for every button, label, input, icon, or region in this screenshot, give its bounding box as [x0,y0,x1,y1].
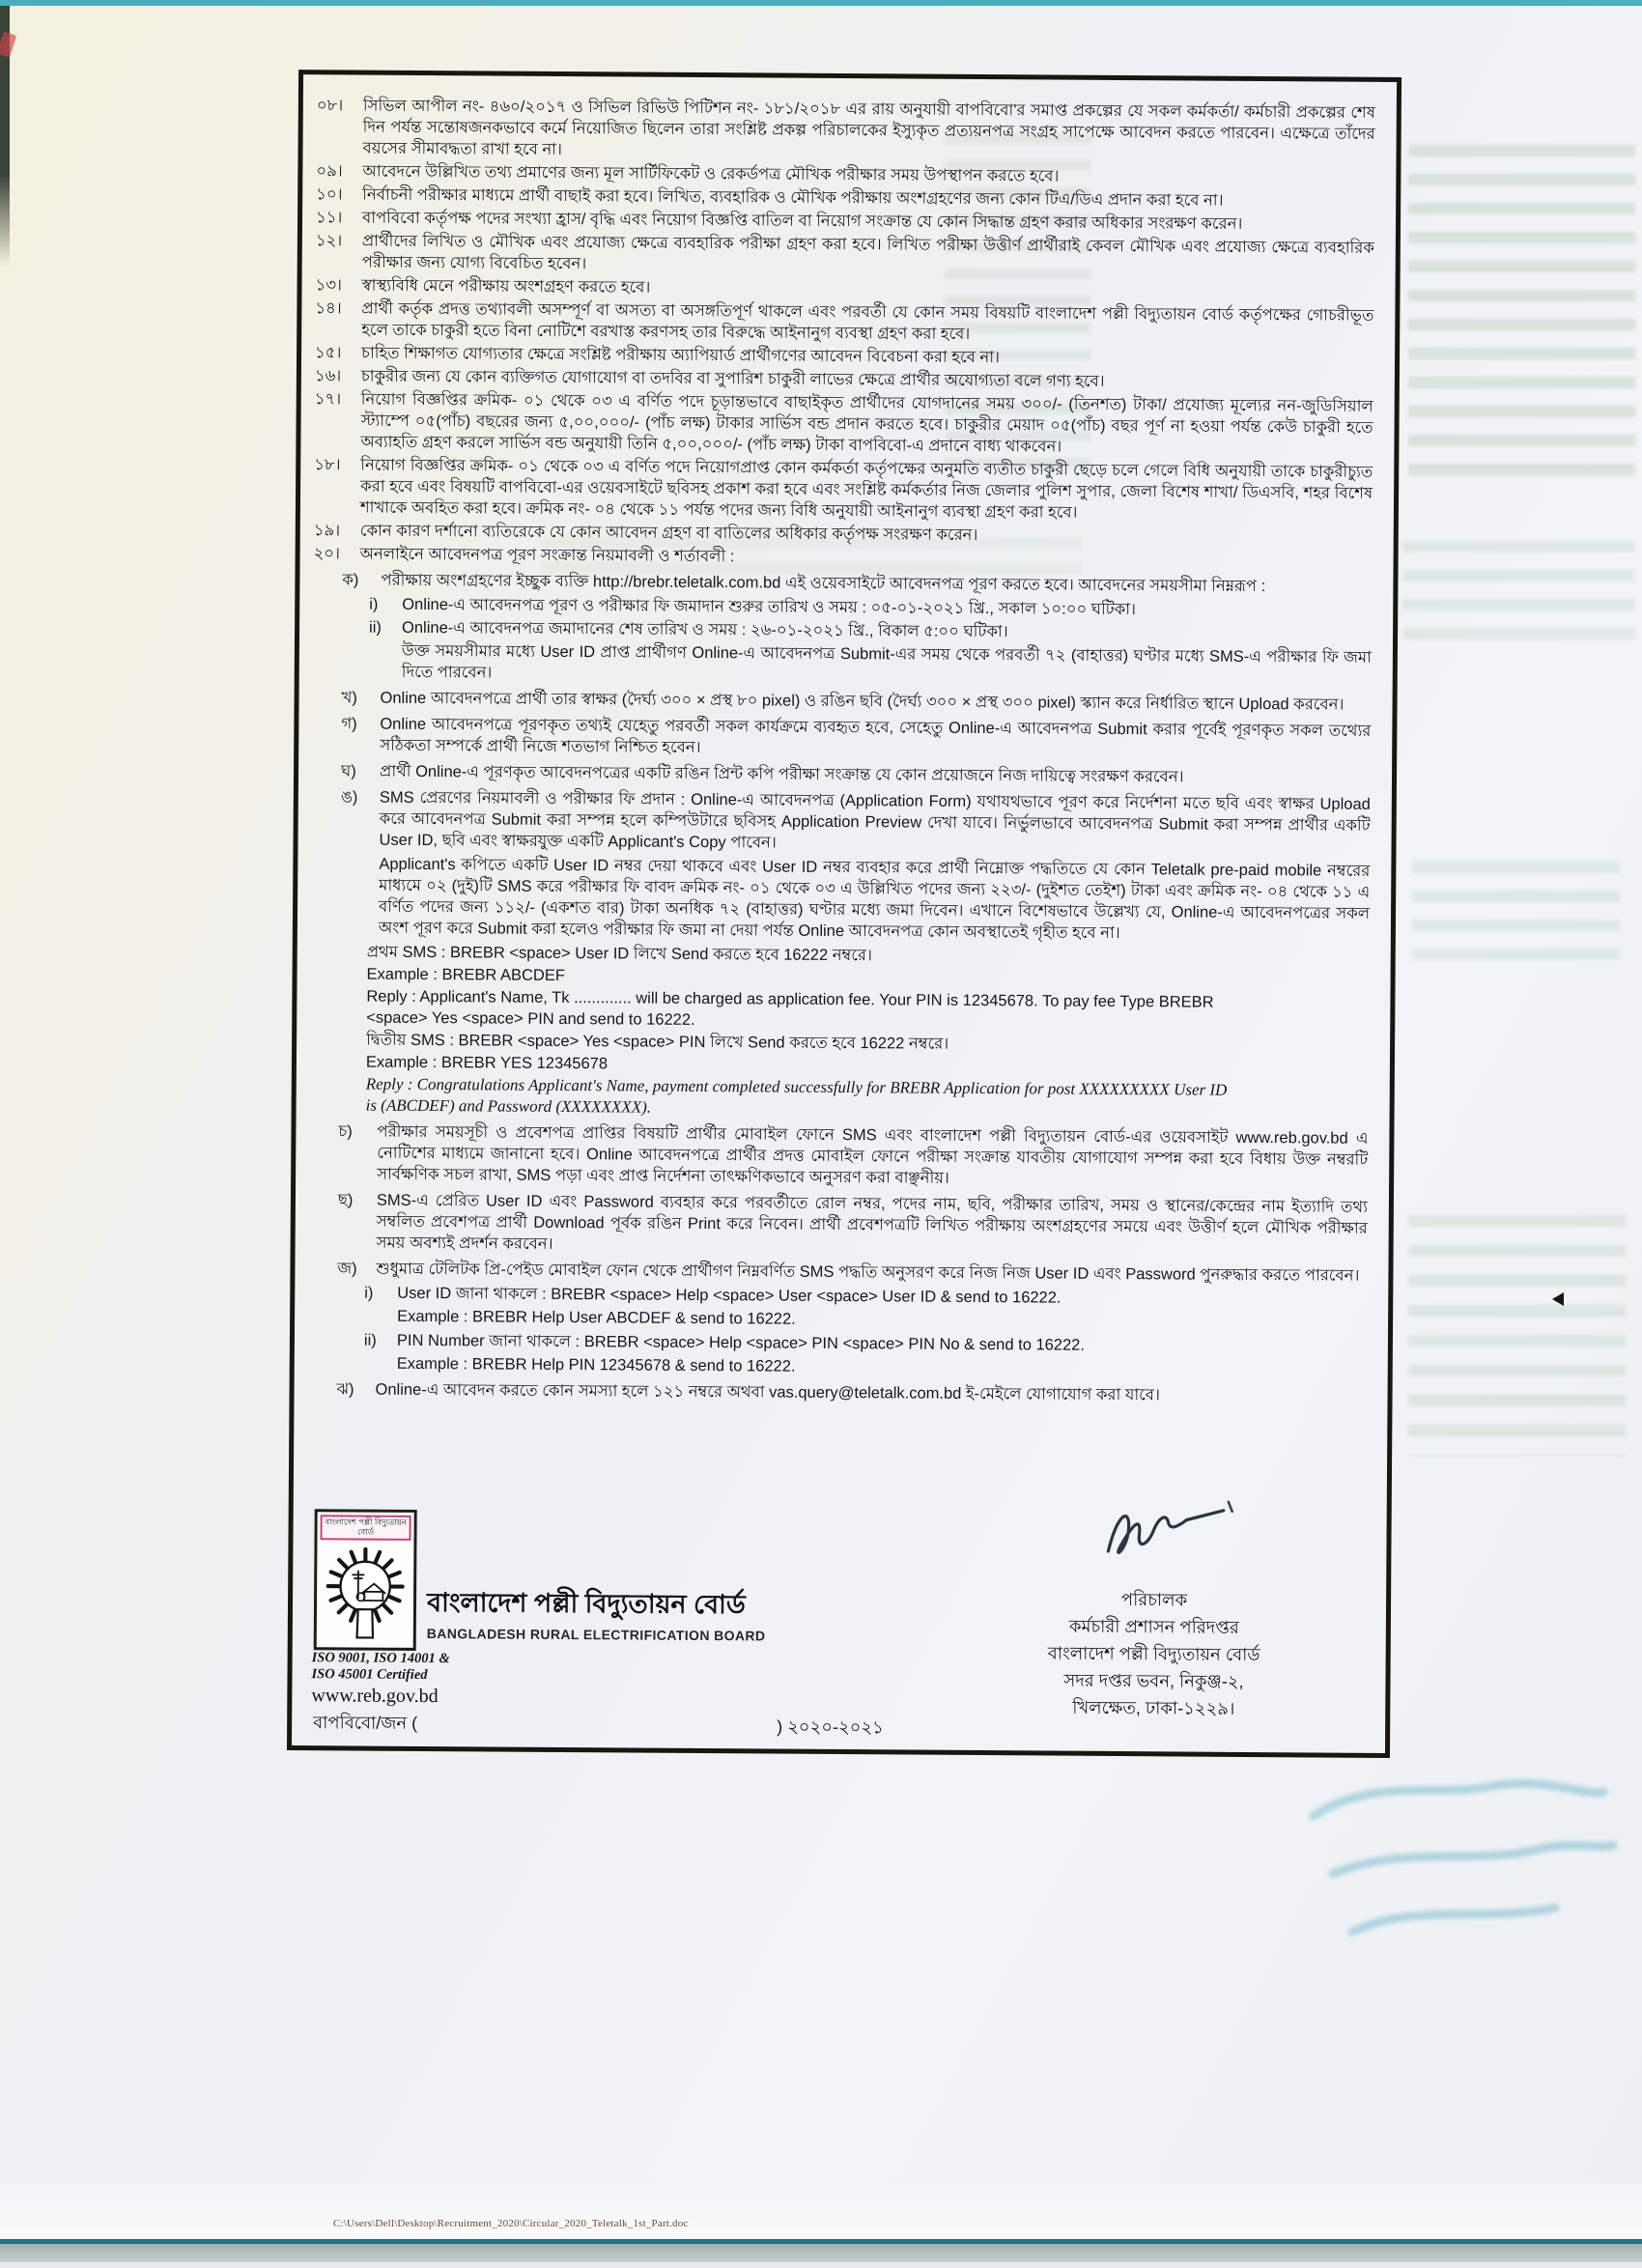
item-text: বাপবিবো কর্তৃপক্ষ পদের সংখ্যা হ্রাস/ বৃদ্ধি এবং নিয়োগ বিজ্ঞপ্তি বাতিল বা নিয়োগ সংক্রান্ত যে কোন সিদ্ধান্ত গ্রহণ করার অধিকার সংরক্ষণ করেন। [362,208,1380,236]
item-text: সিভিল আপীল নং- ৪৬০/২০১৭ ও সিভিল রিভিউ পিটিশন নং- ১৮১/২০১৮ এর রায় অনুযায়ী বাপবিবো'র সমাপ্ত প্রকল্পের যে সকল কর্মকর্তা/ কর্মচারী প্রকল্পের শেষ দিন পর্যন্ত সন্তোষজনকভাবে কর্মে নিয়োজিত ছিলেন তারা সংশ্লিষ্ট প্রকল্প পরিচালকের ইস্যুকৃত প্রত্যয়নপত্র সংগ্রহ সাপেক্ষে আবেদন করতে পারবেন। এক্ষেত্রে তাঁদের বয়সের সীমাবদ্ধতা রাখা হবে না। [362,96,1380,166]
sms-rules-paragraph-1: SMS প্রেরণের নিয়মাবলী ও পরীক্ষার ফি প্রদান : Online-এ আবেদনপত্র (Application Form) যথাযথভাবে পূরণ করে নির্দেশনা মতে ছবি এবং স্বাক্ষর Upload করে আবেদনপত্র Submit করা সম্পন্ন হলে কম্পিউটারে ছবিসহ Application Preview দেখা যাবে। নির্ভুলভাবে আবেদনপত্র Submit করা সম্পন্ন প্রার্থীর একটি User ID, ছবি এবং স্বাক্ষরযুক্ত একটি Applicant's Copy পাবেন। [379,787,1370,858]
roman-text: Online-এ আবেদনপত্র পূরণ ও পরীক্ষার ফি জমাদান শুরুর তারিখ ও সময় : ০৫-০১-২০২১ খ্রি., সকাল ১০:০০ ঘটিকা। [402,594,1377,622]
memo-number-right: ) ২০২০-২০২১ [777,1714,884,1744]
fee-deadline-note: উক্ত সময়সীমার মধ্যে User ID প্রাপ্ত প্রার্থীগণ Online-এ আবেদনপত্র Submit-এর সময় থেকে পরবর্তী ৭২ (বাহাত্তর) ঘণ্টার মধ্যে SMS-এ পরীক্ষার ফি জমা দিতে পারবেন। [402,640,1377,690]
signatory-title: পরিচালক [990,1585,1318,1614]
sub-item-ja [337,1258,1373,1286]
sub-item-ka [342,569,1377,597]
item-number: ১০। [316,184,362,205]
item-text: অনলাইনে আবেদনপত্র পূরণ সংক্রান্ত নিয়মাবলী ও শর্তাবলী : [360,544,1378,572]
item-text: নিয়োগ বিজ্ঞপ্তির ক্রমিক- ০১ থেকে ০৩ এ বর্ণিত পদে নিয়োগপ্রাপ্ত কোন কর্মকর্তা কর্তৃপক্ষের অনুমতি ব্যতীত চাকুরী ছেড়ে চলে গেলে বিধি অনুযায়ী তাকে চাকুরীচ্যুত করা হবে এবং বিষয়টি বাপবিবো-এর ওয়েবসাইটে ছবিসহ প্রকাশ করা হবে এবং সংশ্লিষ্ট কর্মকর্তার নিজ জেলার পুলিশ সুপার, জেলা বিশেষ শাখা/ ডিএসবি, শহর বিশেষ শাখাকে অবহিত করা হবে। ক্রমিক নং- ০৪ থেকে ১১ পর্যন্ত পদের জন্য বিধি অনুযায়ী আইনানুগ ব্যবস্থা গ্রহণ করা হবে। [360,455,1378,525]
list-item [315,298,1379,348]
sms-second-line: দ্বিতীয় SMS : BREBR <space> Yes <space> PIN লিখে Send করতে হবে 16222 নম্বরে। [366,1030,1235,1057]
item-text: কোন কারণ দর্শানো ব্যতিরেকে যে কোন আবেদন গ্রহণ বা বাতিলের অধিকার কর্তৃপক্ষ সংরক্ষণ করেন। [360,521,1378,549]
item-text: প্রার্থীদের লিখিত ও মৌখিক এবং প্রযোজ্য ক্ষেত্রে ব্যবহারিক পরীক্ষা গ্রহণ করা হবে। লিখিত পরীক্ষা উত্তীর্ণ প্রার্থীরাই কেবল মৌখিক এবং প্রযোজ্য ক্ষেত্রে ব্যবহারিক পরীক্ষার জন্য যোগ্য বিবেচিত হবেন। [362,231,1380,280]
sub-text [379,787,1376,946]
sms-first-line: প্রথম SMS : BREBR <space> User ID লিখে Send করতে হবে 16222 নম্বরে। [367,942,1236,969]
scanner-bed [0,2244,1642,2262]
sub-label: ঝ) [337,1378,376,1400]
org-name-english: BANGLADESH RURAL ELECTRIFICATION BOARD [427,1626,766,1643]
org-name-bengali: বাংলাদেশ পল্লী বিদ্যুতায়ন বোর্ড [427,1583,746,1629]
recovery-example-ii: Example : BREBR Help PIN 12345678 & send to 16222. [397,1353,1373,1381]
item-number: ১৮। [314,454,360,518]
iso-line-2: ISO 45001 Certified [311,1666,495,1684]
sub-label: খ) [341,687,380,708]
sub-text: পরীক্ষায় অংশগ্রহণের ইচ্ছুক ব্যক্তি http://brebr.teletalk.com.bd এই ওয়েবসাইটে আবেদনপত্র পূরণ করতে হবে। আবেদনের সময়সীমা নিম্নরূপ : [381,570,1377,598]
sub-item-chha [338,1189,1373,1260]
signatory-address-1: সদর দপ্তর ভবন, নিকুঞ্জ-২, [989,1666,1317,1695]
breb-logo-caption: বাংলাদেশ পল্লী বিদ্যুতায়ন বোর্ড [320,1515,410,1540]
breb-logo [314,1509,417,1651]
signatory-directorate: কর্মচারী প্রশাসন পরিদপ্তর [990,1612,1318,1641]
sub-item-jha [337,1378,1373,1406]
sub-text: SMS-এ প্রেরিত User ID এবং Password ব্যবহার করে পরবর্তীতে রোল নম্বর, পদের নাম, ছবি, পরীক্ষার তারিখ, সময় ও স্থানের/কেন্দ্রের নাম ইত্যাদি তথ্য সম্বলিত প্রবেশপত্র প্রার্থী Download পূর্বক রঙিন Print করে নিবেন। প্রার্থী প্রবেশপত্রটি লিখিত পরীক্ষায় অংশগ্রহণের সময়ে এবং উত্তীর্ণ হলে মৌখিক পরীক্ষার সময় অবশ্যই প্রদর্শন করবেন। [377,1190,1373,1261]
sub-label: ছ) [338,1189,377,1253]
item-number: ১৩। [315,274,361,296]
roman-label: ii) [369,617,402,638]
sub-text: Online আবেদনপত্রে প্রার্থী তার স্বাক্ষর (দৈর্ঘ্য ৩০০ × প্রস্থ ৮০ pixel) ও রঙিন ছবি (দৈর্ঘ্য ৩০০ × প্রস্থ ৩০০ pixel) স্ক্যান করে নির্ধারিত স্থানে Upload করবেন। [380,688,1376,716]
signatory-details [989,1585,1318,1722]
sub-label: চ) [338,1120,377,1184]
sms-rules-paragraph-2: Applicant's কপিতে একটি User ID নম্বর দেয়া থাকবে এবং User ID নম্বর ব্যবহার করে প্রার্থী নিম্নোক্ত পদ্ধতিতে যে কোন Teletalk pre-paid mobile নম্বরের মাধ্যমে ০২ (দুই)টি SMS করে পরীক্ষার ফি বাবদ ক্রমিক নং- ০১ থেকে ০৩ এ উল্লিখিত পদের জন্য ২২৩/- (দুইশত তেইশ) টাকা এবং ক্রমিক নং- ০৪ থেকে ১১ এ বর্ণিত পদের জন্য ১১২/- (একশত বার) টাকা অনধিক ৭২ (বাহাত্তর) ঘণ্টার মধ্যে জমা দিবেন। এখানে বিশেষভাবে উল্লেখ্য যে, Online-এ আবেদনপত্রের সকল অংশ পূরণ করে Submit করা হলেও পরীক্ষার ফি জমা না দেয়া পর্যন্ত Online আবেদনপত্র কোন অবস্থাতেই গৃহীত হবে না। [379,854,1371,946]
signature-ink [1094,1488,1260,1585]
online-application-rules [337,569,1378,1406]
item-number: ১২। [316,230,362,272]
sub-text: প্রার্থী Online-এ পূরণকৃত আবেদনপত্রের একটি রঙিন প্রিন্ট কপি পরীক্ষা সংক্রান্ত যে কোন প্রয়োজনে নিজ দায়িত্বে সংরক্ষণ করবেন। [380,761,1376,789]
sub-label: ক) [342,569,381,590]
sub-label: জ) [337,1258,376,1279]
sub-text: Online-এ আবেদন করতে কোন সমস্যা হলে ১২১ নম্বরে অথবা vas.query@teletalk.com.bd ই-মেইলে যোগাযোগ করা যাবে। [376,1379,1373,1407]
sub-item-ga [341,713,1376,762]
roman-text: PIN Number জানা থাকলে : BREBR <space> Help <space> PIN <space> PIN No & send to 16222. [397,1330,1373,1358]
item-number: ১৬। [315,365,361,386]
sms-reply-1: Reply : Applicant's Name, Tk ............. will be charged as application fee. Your PIN is 12345678. To pay fee Type BREBR <space> Yes <space> PIN and send to 16222. [366,986,1235,1035]
file-path-footer: C:\Users\Dell\Desktop\Recruitment_2020\Circular_2020_Teletalk_1st_Part.doc [333,2218,689,2229]
recovery-example-i: Example : BREBR Help User ABCDEF & send to 16222. [397,1306,1373,1334]
bleed-through-scribble [1294,1758,1623,1990]
sub-label: গ) [341,713,380,755]
sub-item-kha [341,687,1376,715]
sub-text: Online আবেদনপত্রে পূরণকৃত তথ্যই যেহেতু পরবর্তী সকল কার্যক্রমে ব্যবহৃত হবে, সেহেতু Online-এ আবেদনপত্র Submit করার পূর্বেই পূরণকৃত সকল তথ্যের সঠিকতা সম্পর্কে প্রার্থী নিজে শতভাগ নিশ্চিত হবেন। [380,714,1376,763]
roman-text: User ID জানা থাকলে : BREBR <space> Help <space> User <space> User ID & send to 16222. [397,1283,1373,1311]
item-text: প্রার্থী কর্তৃক প্রদত্ত তথ্যাবলী অসম্পূর্ণ বা অসত্য বা অসঙ্গতিপূর্ণ থাকলে এবং পরবর্তী যে কোন সময় বিষয়টি বাংলাদেশ পল্লী বিদ্যুতায়ন বোর্ড কর্তৃপক্ষের গোচরীভূত হলে তাকে চাকুরী হতে বিনা নোটিশে বরখাস্ত করণসহ তার বিরুদ্ধে আইনানুগ ব্যবস্থা গ্রহণ করা হবে। [361,298,1379,348]
item-text: স্বাস্থ্যবিধি মেনে পরীক্ষায় অংশগ্রহণ করতে হবে। [361,275,1379,303]
item-text: নিয়োগ বিজ্ঞপ্তির ক্রমিক- ০১ থেকে ০৩ এ বর্ণিত পদে চূড়ান্তভাবে বাছাইকৃত প্রার্থীদের যোগদানের সময় ৩০০/- (তিনশত) টাকা/ প্রযোজ্য মূল্যের নন-জুডিসিয়াল স্ট্যাম্পে ০৫(পাঁচ) বছরের জন্য ৫,০০,০০০/- (পাঁচ লক্ষ) টাকার সার্ভিস বন্ড প্রদান করতে হবে। চাকুরীর মেয়াদ ০৫(পাঁচ) বছর পূর্ণ না হওয়া পর্যন্ত কেউ চাকুরী হতে অব্যাহতি গ্রহণ করলে সার্ভিস বন্ড অনুযায়ী তিনি ৫,০০,০০০/- (পাঁচ লক্ষ) টাকা বাপবিবো-এ প্রদানে বাধ্য থাকবেন। [360,389,1378,460]
sub-label: ঘ) [341,760,380,781]
sub-item-gha [341,760,1376,788]
sms-example-block [366,942,1236,1122]
list-item [314,388,1378,460]
item-text: আবেদনে উল্লিখিত তথ্য প্রমাণের জন্য মূল সার্টিফিকেট ও রেকর্ডপত্র মৌখিক পরীক্ষার সময় উপস্থাপন করতে হবে। [362,161,1380,189]
roman-label: ii) [364,1330,397,1351]
list-item [316,95,1380,166]
sub-label: ঙ) [340,786,380,938]
item-number: ০৯। [316,160,362,182]
sub-item-cha [338,1120,1373,1191]
sub-item-uma [340,786,1376,945]
signatory-address-2: খিলক্ষেত, ঢাকা-১২২৯। [989,1693,1317,1722]
iso-line-1: ISO 9001, ISO 14001 & [312,1650,495,1667]
roman-label: i) [364,1283,397,1304]
sms-reply-2: Reply : Congratulations Applicant's Name, payment completed successfully for BREBR Application for post XXXXXXXXX User ID is (ABCDEF) and Password (XXXXXXXX). [366,1074,1235,1122]
item-text: নির্বাচনী পরীক্ষার মাধ্যমে প্রার্থী বাছাই করা হবে। লিখিত, ব্যবহারিক ও মৌখিক পরীক্ষায় অংশগ্রহণের জন্য কোন টিএ/ডিএ প্রদান করা হবে না। [362,184,1380,213]
item-text: চাহিত শিক্ষাগত যোগ্যতার ক্ষেত্রে সংশ্লিষ্ট পরীক্ষায় অ্যাপিয়ার্ড প্রার্থীগণের আবেদন বিবেচনা করা হবে না। [361,343,1379,371]
item-number: ১১। [316,207,362,228]
paper-bottom-edge [0,2183,1642,2239]
item-number: ০৮। [316,95,362,158]
item-number: ১৪। [315,298,361,340]
bulb-sunburst-icon [321,1542,410,1647]
item-number: ১৫। [315,342,361,363]
list-item [316,230,1380,280]
org-website: www.reb.gov.bd [311,1685,438,1708]
list-item [314,454,1378,525]
memo-number-left: বাপবিবো/জন ( [313,1709,417,1740]
rules-list [307,93,1380,1410]
item-number: ১৯। [314,520,360,541]
sub-text: পরীক্ষার সময়সূচী ও প্রবেশপত্র প্রাপ্তির বিষয়টি প্রার্থীর মোবাইল ফোনে SMS এবং বাংলাদেশ পল্লী বিদ্যুতায়ন বোর্ড-এর ওয়েবসাইট www.reb.gov.bd এ নোটিশের মাধ্যমে জানানো হবে। Online আবেদনপত্রে প্রার্থীর প্রদত্ত মোবাইল ফোনে পরীক্ষা সংক্রান্ত যাবতীয় যোগাযোগ সম্পন্ন করা হবে বিধায় উক্ত নম্বরটি সার্বক্ষণিক সচল রাখা, SMS পড়া এবং প্রাপ্ত নির্দেশনা তাৎক্ষণিকভাবে অনুসরণ করা বাঞ্ছনীয়। [377,1121,1373,1192]
sub-text: শুধুমাত্র টেলিটক প্রি-পেইড মোবাইল ফোন থেকে প্রার্থীগণ নিম্নবর্ণিত SMS পদ্ধতি অনুসরণ করে নিজ নিজ User ID এবং Password পুনরুদ্ধার করতে পারবেন। [376,1259,1373,1287]
sms-example-2: Example : BREBR YES 12345678 [366,1052,1235,1079]
sms-example-1: Example : BREBR ABCDEF [367,964,1236,991]
item-text: চাকুরীর জন্য যে কোন ব্যক্তিগত যোগাযোগ বা তদবির বা সুপারিশ চাকুরী লাভের ক্ষেত্রে প্রার্থীর অযোগ্যতা বলে গণ্য হবে। [361,366,1379,394]
item-number: ২০। [314,543,360,564]
item-number: ১৭। [314,388,360,452]
signatory-org: বাংলাদেশ পল্লী বিদ্যুতায়ন বোর্ড [990,1639,1318,1668]
roman-text: Online-এ আবেদনপত্র জমাদানের শেষ তারিখ ও সময় : ২৬-০১-২০২১ খ্রি., বিকাল ৫:০০ ঘটিকা। [402,617,1377,645]
iso-certification [311,1650,495,1684]
roman-label: i) [369,594,402,615]
